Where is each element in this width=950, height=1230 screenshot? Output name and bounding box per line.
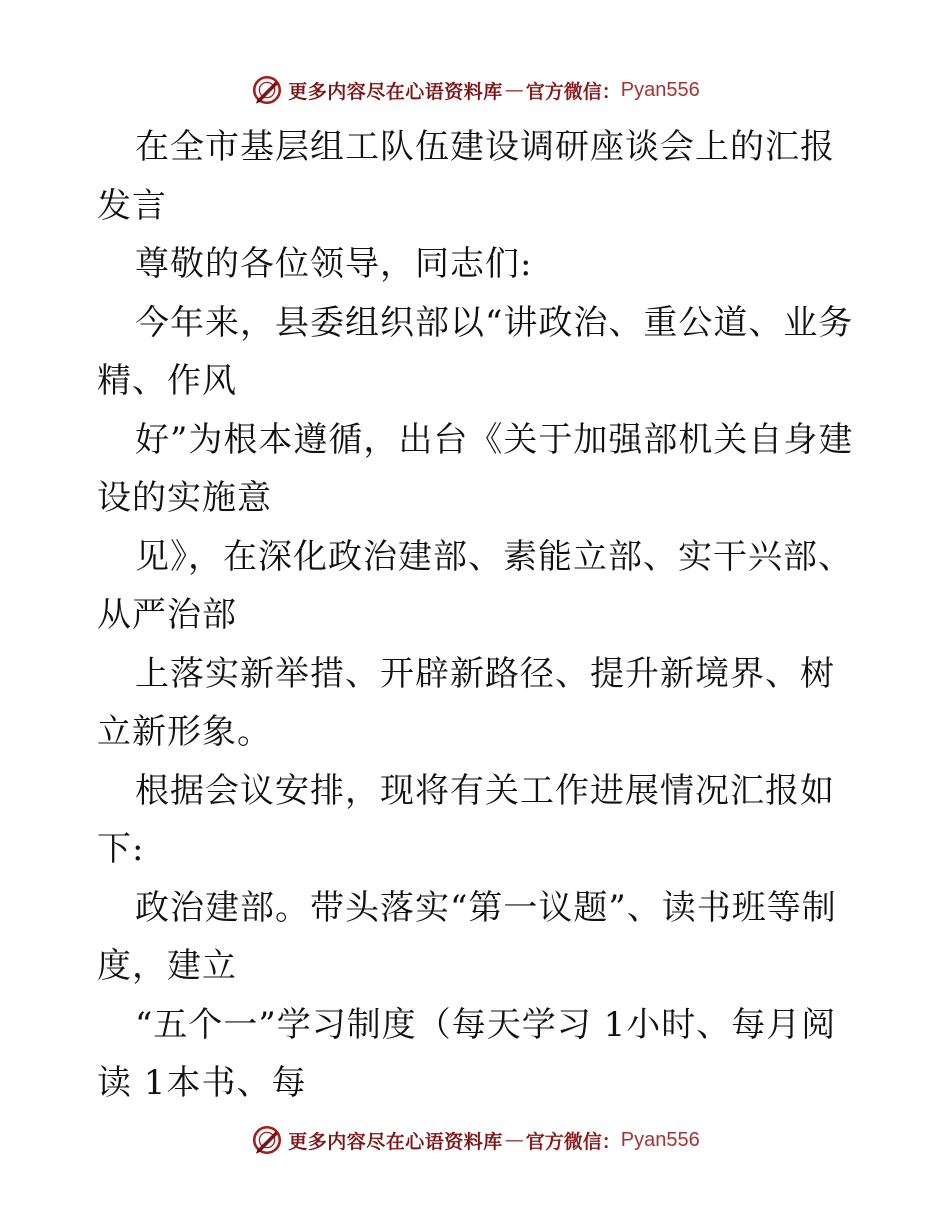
library-name-text: 更多内容尽在心语资料库 bbox=[288, 1130, 503, 1153]
wechat-handle: Pyan556 bbox=[620, 78, 700, 101]
official-wechat-label: 官方微信： bbox=[525, 1130, 621, 1153]
document-title: 在全市基层组工队伍建设调研座谈会上的汇报发言 bbox=[97, 127, 835, 226]
banner-separator: — bbox=[504, 79, 524, 101]
body-paragraph: 根据会议安排，现将有关工作进展情况汇报如下: bbox=[97, 770, 835, 869]
header-watermark-banner bbox=[0, 70, 950, 110]
banner-separator: — bbox=[504, 1129, 524, 1151]
document-body bbox=[97, 118, 857, 1113]
body-paragraph: 上落实新举措、开辟新路径、提升新境界、树立新形象。 bbox=[97, 653, 835, 752]
pen-circle-logo-icon bbox=[250, 73, 284, 107]
pen-circle-logo-icon bbox=[250, 1123, 284, 1157]
body-paragraph: 政治建部。带头落实“第一议题”、读书班等制度，建立 bbox=[97, 887, 837, 986]
official-wechat-label: 官方微信： bbox=[525, 80, 621, 103]
body-paragraph: 今年来，县委组织部以“讲政治、重公道、业务精、作风 bbox=[97, 302, 854, 401]
body-paragraph: 好”为根本遵循，出台《关于加强部机关自身建设的实施意 bbox=[97, 419, 854, 518]
body-paragraph: “五个一”学习制度（每天学习 1小时、每月阅读 1本书、每 bbox=[97, 1004, 837, 1103]
wechat-handle: Pyan556 bbox=[620, 1128, 700, 1151]
library-name-text: 更多内容尽在心语资料库 bbox=[288, 80, 503, 103]
body-paragraph: 见》，在深化政治建部、素能立部、实干兴部、从严治部 bbox=[97, 536, 853, 635]
salutation-paragraph: 尊敬的各位领导，同志们: bbox=[135, 244, 533, 284]
footer-watermark-banner bbox=[0, 1120, 950, 1160]
